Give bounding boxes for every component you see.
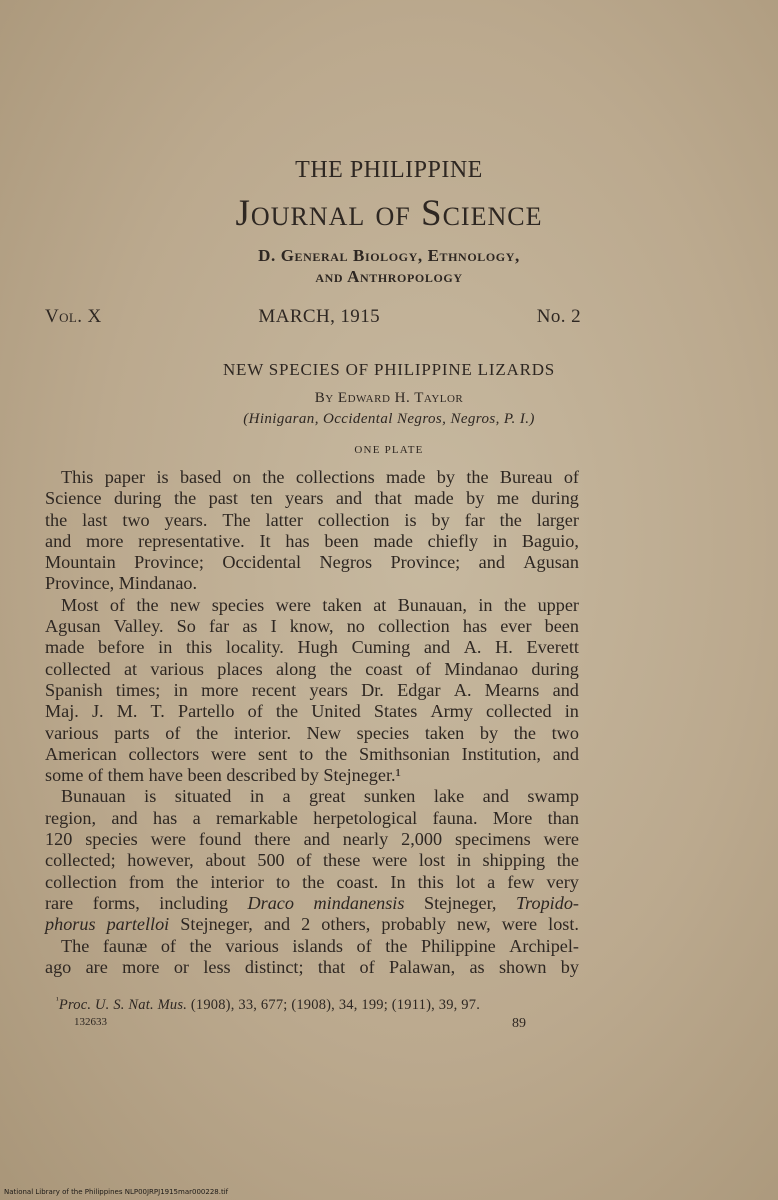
body-word: and bbox=[45, 530, 72, 551]
body-word: at bbox=[373, 594, 387, 615]
body-word: collection bbox=[378, 616, 450, 637]
catalog-number: 132633 bbox=[74, 1016, 107, 1028]
body-word: before bbox=[98, 637, 145, 658]
body-word: collected; bbox=[45, 850, 116, 871]
body-word: the bbox=[196, 722, 219, 743]
body-word: Agusan bbox=[45, 616, 101, 637]
body-word: J. bbox=[91, 701, 104, 722]
body-word: Archipel- bbox=[509, 935, 579, 956]
body-word: last bbox=[82, 509, 108, 530]
body-line bbox=[45, 552, 579, 573]
body-word: the bbox=[324, 743, 348, 764]
section-line2: and Anthropology bbox=[315, 267, 463, 286]
body-word: the bbox=[275, 701, 299, 722]
body-word: less bbox=[203, 956, 231, 977]
body-line bbox=[45, 893, 579, 914]
body-word: during bbox=[531, 488, 579, 509]
body-word: made bbox=[386, 467, 426, 487]
body-word: species bbox=[85, 829, 138, 850]
body-word: a bbox=[487, 871, 496, 892]
body-word: are bbox=[85, 956, 108, 977]
body-word: described bbox=[226, 765, 297, 786]
body-word: the bbox=[302, 871, 325, 892]
body-word: made bbox=[373, 530, 413, 551]
body-word: Bunauan, bbox=[397, 594, 467, 615]
body-word: sent bbox=[258, 743, 288, 764]
plate-note: ONE PLATE bbox=[354, 444, 424, 456]
body-word: has bbox=[462, 616, 488, 637]
body-word: Mindanao bbox=[444, 658, 519, 679]
body-word: and bbox=[263, 914, 291, 935]
body-word: no bbox=[346, 616, 365, 637]
body-word: at bbox=[123, 658, 138, 679]
body-word: various bbox=[45, 722, 99, 743]
body-word: 2 bbox=[301, 914, 311, 935]
body-word: however, bbox=[127, 850, 194, 871]
body-word: interior bbox=[210, 871, 264, 892]
body-word: Baguio, bbox=[521, 530, 579, 551]
page-number: 89 bbox=[512, 1016, 526, 1031]
body-word: remarkable bbox=[216, 807, 298, 828]
body-line bbox=[45, 723, 579, 744]
body-word: species bbox=[211, 594, 265, 615]
body-word: specimens bbox=[454, 829, 531, 850]
scan-credit: National Library of the Philippines NLP00JRPJ1915mar000228.tif bbox=[4, 1188, 229, 1196]
body-word: these bbox=[322, 850, 361, 871]
body-word: more bbox=[86, 530, 124, 551]
body-line bbox=[45, 595, 579, 616]
body-word: the bbox=[503, 594, 527, 615]
body-word: This bbox=[61, 467, 94, 487]
body-word: more bbox=[201, 679, 239, 700]
body-word: by bbox=[431, 509, 450, 530]
body-line bbox=[45, 914, 579, 935]
body-word: Cuming bbox=[351, 637, 411, 658]
body-word: found bbox=[198, 829, 242, 850]
body-word: lot bbox=[455, 871, 476, 892]
body-word: ago bbox=[45, 956, 72, 977]
body-word: forms, bbox=[92, 892, 140, 913]
body-word: great bbox=[309, 786, 346, 807]
issue-info-row bbox=[45, 306, 581, 328]
body-line bbox=[45, 531, 579, 552]
body-word: that bbox=[374, 488, 402, 509]
body-word: been bbox=[324, 530, 359, 551]
volume-label: Vol. X bbox=[45, 306, 102, 327]
body-word: sunken bbox=[363, 786, 416, 807]
body-word: in bbox=[456, 850, 471, 871]
body-word: Province; bbox=[390, 552, 461, 573]
body-line bbox=[45, 659, 579, 680]
body-word: Province; bbox=[134, 552, 204, 573]
body-word: were bbox=[371, 850, 408, 871]
body-word: during bbox=[114, 488, 162, 509]
body-line bbox=[45, 573, 579, 594]
body-word: of bbox=[160, 935, 176, 956]
body-word: Agusan bbox=[523, 552, 579, 573]
body-word: Partello bbox=[177, 701, 235, 722]
body-line bbox=[45, 637, 579, 658]
body-line bbox=[45, 957, 579, 978]
body-word: in bbox=[173, 679, 188, 700]
body-word: Negros bbox=[319, 552, 373, 573]
body-word: two bbox=[122, 509, 150, 530]
body-word: the bbox=[262, 467, 285, 487]
body-word: years bbox=[285, 488, 324, 509]
body-word: coast bbox=[365, 658, 403, 679]
body-word: few bbox=[507, 871, 535, 892]
body-word: upper bbox=[537, 594, 579, 615]
issue-number: No. 2 bbox=[536, 306, 581, 327]
body-line bbox=[45, 936, 579, 957]
journal-title: Journal of Science bbox=[235, 193, 543, 234]
body-word: of bbox=[356, 935, 372, 956]
body-word: taken bbox=[322, 594, 362, 615]
body-word: of bbox=[563, 467, 579, 487]
body-line bbox=[45, 680, 579, 701]
body-word: a bbox=[192, 807, 201, 828]
article-title: NEW SPECIES OF PHILIPPINE LIZARDS bbox=[222, 360, 556, 379]
body-word: ten bbox=[250, 488, 273, 509]
body-word: and bbox=[478, 552, 505, 573]
body-word: coast. bbox=[336, 871, 379, 892]
body-word: the bbox=[466, 467, 489, 487]
body-word: the bbox=[556, 850, 579, 871]
body-word: Mindanao. bbox=[118, 573, 198, 594]
body-word: Mearns bbox=[484, 679, 540, 700]
body-word: of bbox=[87, 765, 104, 786]
body-word: islands bbox=[292, 935, 343, 956]
body-word: H. bbox=[495, 637, 513, 658]
footnote: $^{^1}$Proc. U. S. Nat. Mus. (1908), 33, 677; (1908), 34, 199; (1911), 39, 97. bbox=[56, 995, 481, 1013]
body-word: very bbox=[546, 871, 579, 892]
body-word: Occidental bbox=[222, 552, 302, 573]
body-word: recent bbox=[251, 679, 297, 700]
body-word: fauna. bbox=[432, 807, 478, 828]
body-word: region, bbox=[45, 807, 97, 828]
body-word: were bbox=[275, 594, 312, 615]
body-word: Most bbox=[61, 594, 99, 615]
body-word: Mountain bbox=[45, 552, 116, 573]
body-word: Bunauan bbox=[61, 786, 126, 807]
body-word: the bbox=[136, 594, 159, 615]
body-word: Maj. bbox=[45, 701, 79, 722]
body-word: collectors bbox=[128, 743, 200, 764]
body-line bbox=[45, 488, 579, 509]
body-line bbox=[45, 829, 579, 850]
body-word: Army bbox=[430, 701, 473, 722]
body-word: American bbox=[45, 743, 117, 764]
body-word: based bbox=[179, 467, 222, 487]
body-word: faunæ bbox=[102, 935, 148, 956]
body-word: nearly bbox=[342, 829, 389, 850]
body-word: and bbox=[552, 679, 579, 700]
body-word: Tropido- bbox=[515, 892, 579, 913]
body-word: collection bbox=[45, 871, 117, 892]
body-word: by bbox=[479, 722, 499, 743]
body-line bbox=[45, 872, 579, 893]
body-word: New bbox=[306, 722, 341, 743]
body-word: made bbox=[414, 488, 454, 509]
body-word: Dr. bbox=[361, 679, 384, 700]
body-word: lost. bbox=[548, 914, 579, 935]
body-word: lost bbox=[418, 850, 446, 871]
body-word: there bbox=[254, 829, 291, 850]
body-word: phorus bbox=[45, 914, 96, 935]
body-word: latter bbox=[265, 509, 303, 530]
body-word: in bbox=[478, 594, 493, 615]
body-text bbox=[45, 467, 579, 978]
body-word: them bbox=[107, 765, 145, 786]
body-word: United bbox=[311, 701, 361, 722]
body-word: 120 bbox=[45, 829, 73, 850]
body-word: Smithsonian bbox=[358, 743, 450, 764]
body-word: Bureau bbox=[499, 467, 553, 487]
body-word: collected bbox=[45, 658, 111, 679]
body-word: of bbox=[296, 850, 312, 871]
body-word: swamp bbox=[527, 786, 579, 807]
body-word: paper bbox=[104, 467, 146, 487]
author-byline: By Edward H. Taylor bbox=[314, 390, 464, 406]
author-affiliation: (Hinigaran, Occidental Negros, Negros, P. I.) bbox=[243, 411, 535, 427]
body-word: far bbox=[464, 509, 485, 530]
body-word: to bbox=[275, 871, 291, 892]
body-line bbox=[45, 616, 579, 637]
body-word: collected bbox=[485, 701, 552, 722]
body-word: A. bbox=[463, 637, 482, 658]
body-word: has bbox=[285, 530, 310, 551]
body-word: Edgar bbox=[397, 679, 441, 700]
body-word: partelloi bbox=[106, 914, 170, 935]
body-word: and bbox=[335, 488, 363, 509]
body-word: a bbox=[282, 786, 291, 807]
body-line bbox=[45, 808, 579, 829]
body-word: including bbox=[159, 892, 228, 913]
body-word: Hugh bbox=[297, 637, 338, 658]
body-word: various bbox=[150, 658, 204, 679]
body-word: locality. bbox=[225, 637, 284, 658]
body-word: Spanish bbox=[45, 679, 103, 700]
body-word: States bbox=[373, 701, 418, 722]
body-word: Valley. bbox=[113, 616, 164, 637]
body-word: made bbox=[45, 637, 85, 658]
body-word: in bbox=[564, 701, 579, 722]
body-word: during bbox=[531, 658, 579, 679]
body-word: know, bbox=[289, 616, 334, 637]
body-word: of bbox=[247, 701, 263, 722]
body-word: species bbox=[356, 722, 410, 743]
body-word: as bbox=[242, 616, 258, 637]
body-word: lake bbox=[433, 786, 465, 807]
body-word: in bbox=[158, 637, 173, 658]
body-word: by bbox=[466, 488, 485, 509]
body-word: the bbox=[176, 871, 199, 892]
body-word: as bbox=[469, 956, 485, 977]
body-word: were bbox=[210, 743, 247, 764]
body-word: than bbox=[547, 807, 579, 828]
body-word: shown bbox=[498, 956, 547, 977]
body-word: places bbox=[217, 658, 263, 679]
body-word: the bbox=[513, 722, 536, 743]
body-line bbox=[45, 786, 579, 807]
body-word: others, bbox=[321, 914, 371, 935]
body-word: and bbox=[111, 807, 138, 828]
body-line bbox=[45, 467, 579, 488]
body-word: is bbox=[156, 467, 169, 487]
body-word: parts bbox=[114, 722, 150, 743]
section-line1: D. General Biology, Ethnology, bbox=[258, 246, 520, 265]
body-word: by bbox=[436, 467, 455, 487]
body-word: and bbox=[423, 637, 451, 658]
body-word: ever bbox=[500, 616, 532, 637]
body-word: Palawan, bbox=[388, 956, 456, 977]
body-word: of bbox=[109, 594, 125, 615]
body-word: years bbox=[309, 679, 348, 700]
body-word: collection bbox=[317, 509, 390, 530]
body-word: times; bbox=[115, 679, 161, 700]
body-word: me bbox=[496, 488, 519, 509]
body-word: rare bbox=[45, 892, 74, 913]
body-word: In bbox=[390, 871, 406, 892]
body-word: Draco bbox=[247, 892, 294, 913]
body-word: some bbox=[45, 765, 84, 786]
body-word: two bbox=[551, 722, 579, 743]
body-word: have bbox=[148, 765, 183, 786]
body-word: were bbox=[543, 829, 579, 850]
body-word: and bbox=[303, 829, 330, 850]
body-word: So bbox=[176, 616, 196, 637]
body-word: has bbox=[153, 807, 178, 828]
body-word: Institution, bbox=[461, 743, 541, 764]
body-line bbox=[45, 510, 579, 531]
body-word: mindanensis bbox=[313, 892, 405, 913]
body-word: the bbox=[329, 658, 352, 679]
body-word: were bbox=[501, 914, 538, 935]
body-word: 500 bbox=[257, 850, 285, 871]
body-word: representative. bbox=[138, 530, 245, 551]
body-line bbox=[45, 850, 579, 871]
body-word: situated bbox=[174, 786, 232, 807]
body-word: on bbox=[232, 467, 251, 487]
body-word: herpetological bbox=[313, 807, 418, 828]
body-word: been bbox=[544, 616, 579, 637]
body-word: by bbox=[300, 765, 319, 786]
body-word: more bbox=[122, 956, 160, 977]
body-word: that bbox=[317, 956, 346, 977]
body-word: collections bbox=[295, 467, 375, 487]
body-word: shipping bbox=[482, 850, 546, 871]
body-word: Stejneger, bbox=[180, 914, 253, 935]
body-word: chiefly bbox=[427, 530, 479, 551]
body-word: and bbox=[552, 743, 579, 764]
body-word: the bbox=[189, 935, 212, 956]
body-word: and bbox=[482, 786, 509, 807]
body-word: from bbox=[128, 871, 165, 892]
body-word: It bbox=[259, 530, 271, 551]
body-word: Science bbox=[45, 488, 102, 509]
body-line bbox=[45, 765, 579, 786]
body-word: is bbox=[144, 786, 157, 807]
body-word: far bbox=[209, 616, 230, 637]
body-word: in bbox=[492, 530, 508, 551]
body-word: A. bbox=[453, 679, 472, 700]
body-word: new bbox=[170, 594, 201, 615]
body-word: to bbox=[299, 743, 314, 764]
body-word: in bbox=[249, 786, 264, 807]
body-word: 2,000 bbox=[401, 829, 443, 850]
body-word: various bbox=[225, 935, 279, 956]
masthead-line1: THE PHILIPPINE bbox=[295, 157, 483, 183]
body-word: I bbox=[270, 616, 277, 637]
body-word: M. bbox=[116, 701, 138, 722]
body-word: this bbox=[417, 871, 444, 892]
body-word: new, bbox=[457, 914, 491, 935]
body-word: Stejneger, bbox=[423, 892, 497, 913]
body-word: the bbox=[385, 935, 408, 956]
body-word: is bbox=[404, 509, 417, 530]
body-word: The bbox=[61, 935, 90, 956]
body-word: been bbox=[187, 765, 222, 786]
body-word: by bbox=[560, 956, 579, 977]
body-word: or bbox=[173, 956, 189, 977]
body-word: larger bbox=[536, 509, 579, 530]
body-word: the bbox=[45, 509, 68, 530]
body-word: Stejneger.¹ bbox=[323, 765, 402, 786]
issue-date: MARCH, 1915 bbox=[258, 306, 381, 327]
body-word: Philippine bbox=[420, 935, 496, 956]
body-line bbox=[45, 701, 579, 722]
body-word: More bbox=[492, 807, 533, 828]
body-word: of bbox=[415, 658, 432, 679]
body-word: this bbox=[185, 637, 213, 658]
body-word: years. bbox=[164, 509, 208, 530]
body-word: the bbox=[499, 509, 522, 530]
body-word: of bbox=[359, 956, 375, 977]
body-word: past bbox=[208, 488, 238, 509]
body-word: Everett bbox=[526, 637, 579, 658]
body-word: were bbox=[150, 829, 186, 850]
body-word: the bbox=[173, 488, 197, 509]
body-word: T. bbox=[150, 701, 165, 722]
body-word: probably bbox=[381, 914, 446, 935]
body-word: Province, bbox=[45, 573, 115, 594]
body-line bbox=[45, 744, 579, 765]
body-word: taken bbox=[424, 722, 465, 743]
body-word: distinct; bbox=[244, 956, 304, 977]
body-word: The bbox=[222, 509, 251, 530]
body-word: of bbox=[165, 722, 181, 743]
body-word: along bbox=[275, 658, 317, 679]
body-word: about bbox=[205, 850, 246, 871]
body-word: interior. bbox=[233, 722, 291, 743]
